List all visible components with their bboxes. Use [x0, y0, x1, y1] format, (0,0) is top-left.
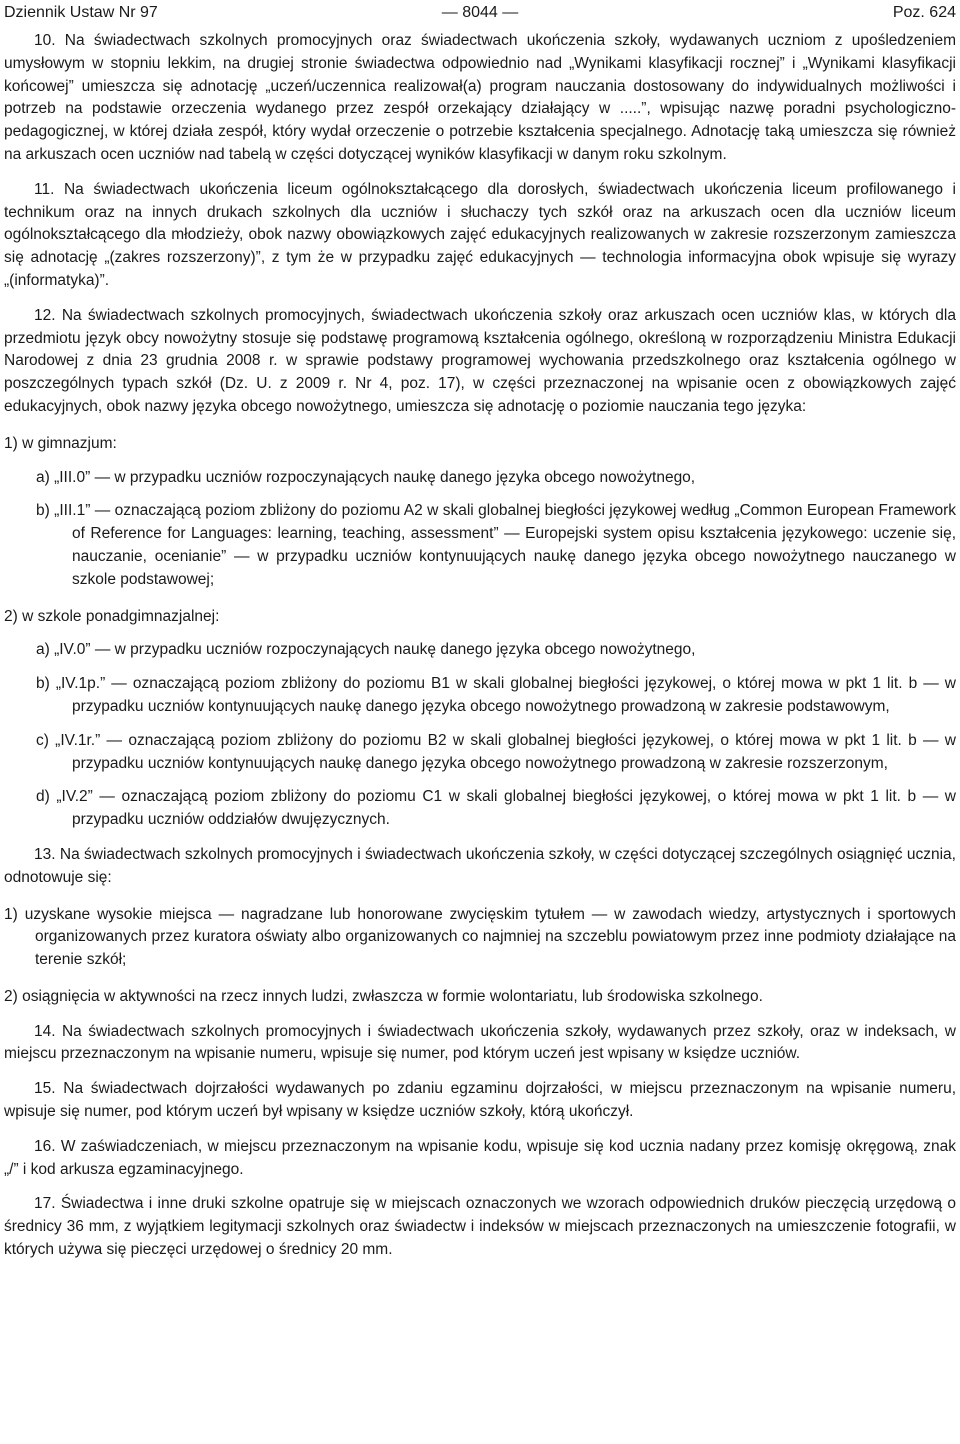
paragraph-13: 13. Na świadectwach szkolnych promocyjnych i świadectwach ukończenia szkoły, w części dotyczącej szczególnych osiągnięć ucznia, odnotowuje się:: [4, 845, 956, 886]
paragraph-12-point-2c: c) „IV.1r.” — oznaczającą poziom zbliżony do poziomu B2 w skali globalnej biegłości językowej, o której mowa w pkt 1 lit. b — w przypadku uczniów kontynuujących naukę danego języka obcego nowożytnego prowadzoną w zakresie rozszerzonym,: [36, 731, 956, 772]
paragraph-14: 14. Na świadectwach szkolnych promocyjnych i świadectwach ukończenia szkoły, wydawanych przez szkoły, oraz w indeksach, w miejscu przeznaczonym na wpisanie numeru, wpisuje się numer, pod którym uczeń jest wpisany w księdze uczniów.: [4, 1022, 956, 1063]
paragraph-10: 10. Na świadectwach szkolnych promocyjnych oraz świadectwach ukończenia szkoły, wydawanych uczniom z upośledzeniem umysłowym w stopniu lekkim, na drugiej stronie świadectwa odpowiednio nad „Wynikami klasyfikacji rocznej” i „Wynikami klasyfikacji końcowej” umieszcza się adnotację „uczeń/uczennica realizował(a) program nauczania dostosowany do indywidualnych możliwości i potrzeb na podstawie orzeczenia wydanego przez zespół orzekający działający w .....”, wpisując nazwę poradni psychologiczno-pedagogicznej, w której działa zespół, który wydał orzeczenie o potrzebie kształcenia specjalnego. Adnotację taką umieszcza się również na arkuszach ocen uczniów nad tabelą w części dotyczącej wyników klasyfikacji w danym roku szkolnym.: [4, 32, 956, 163]
page-header: [4, 0, 956, 30]
paragraph-12-point-2b: b) „IV.1p.” — oznaczającą poziom zbliżony do poziomu B1 w skali globalnej biegłości językowej, o której mowa w pkt 1 lit. b — w przypadku uczniów kontynuujących naukę danego języka obcego nowożytnego prowadzoną w zakresie podstawowym,: [36, 675, 956, 715]
paragraph-15: 15. Na świadectwach dojrzałości wydawanych po zdaniu egzaminu dojrzałości, w miejscu przeznaczonym na wpisanie numeru, wpisuje się numer, pod którym uczeń był wpisany w księdze uczniów szkoły, którą ukończył.: [4, 1080, 956, 1121]
paragraph-12: 12. Na świadectwach szkolnych promocyjnych, świadectwach ukończenia szkoły oraz arkuszach ocen uczniów klas, w których dla przedmiotu język obcy nowożytny stosuje się podstawę programową kształcenia ogólnego, określoną w rozporządzeniu Ministra Edukacji Narodowej z dnia 23 grudnia 2008 r. w sprawie podstawy programowej wychowania przedszkolnego oraz kształcenia ogólnego w poszczególnych typach szkół (Dz. U. z 2009 r. Nr 4, poz. 17), w części przeznaczonej na wpisanie ocen z obowiązkowych zajęć edukacyjnych, obok nazwy języka obcego nowożytnego, umieszcza się adnotację o poziomie nauczania tego języka:: [4, 306, 956, 415]
paragraph-12-point-1a: a) „III.0” — w przypadku uczniów rozpoczynających naukę danego języka obcego nowożytnego,: [36, 468, 696, 486]
position-number: Poz. 624: [892, 4, 956, 21]
paragraph-13-point-1: 1) uzyskane wysokie miejsca — nagradzane lub honorowane zwycięskim tytułem — w zawodach wiedzy, artystycznych i sportowych organizowanych przez kuratora oświaty albo organizowanych co najmniej na szczeblu powiatowym przez inne podmioty działające na terenie szkół;: [4, 905, 956, 969]
document-page: [4, 0, 956, 1262]
page-number: — 8044 —: [441, 4, 519, 21]
paragraph-12-point-2d: d) „IV.2” — oznaczającą poziom zbliżony do poziomu C1 w skali globalnej biegłości językowej, o której mowa w pkt 1 lit. b — w przypadku uczniów oddziałów dwujęzycznych.: [36, 788, 956, 829]
paragraph-12-point-1: 1) w gimnazjum:: [4, 434, 117, 452]
paragraph-12-point-2: 2) w szkole ponadgimnazjalnej:: [4, 607, 220, 625]
paragraph-12-point-2a: a) „IV.0” — w przypadku uczniów rozpoczynających naukę danego języka obcego nowożytnego,: [36, 641, 696, 659]
paragraph-16: 16. W zaświadczeniach, w miejscu przeznaczonym na wpisanie kodu, wpisuje się kod ucznia nadany przez komisję okręgową, znak „/” i kod arkusza egzaminacyjnego.: [4, 1137, 956, 1178]
paragraph-17: 17. Świadectwa i inne druki szkolne opatruje się w miejscach oznaczonych we wzorach odpowiednich druków pieczęcią urzędową o średnicy 36 mm, z wyjątkiem legitymacji szkolnych oraz świadectw i indeksów w miejscach przeznaczonych na umieszczenie fotografii, w których używa się pieczęci urzędowej o średnicy 20 mm.: [4, 1195, 956, 1259]
journal-title: Dziennik Ustaw Nr 97: [4, 4, 158, 21]
paragraph-12-point-1b: b) „III.1” — oznaczającą poziom zbliżony do poziomu A2 w skali globalnej biegłości językowej według „Common European Framework of Reference for Languages: learning, teaching, assessment” — Europejski system opisu kształcenia językowego: uczenie się, nauczanie, ocenianie” — w przypadku uczniów kontynuujących naukę danego języka obcego nowożytnego nauczanego w szkole podstawowej;: [36, 502, 956, 588]
paragraph-11: 11. Na świadectwach ukończenia liceum ogólnokształcącego dla dorosłych, świadectwach ukończenia liceum profilowanego i technikum oraz na innych drukach szkolnych dla uczniów i słuchaczy tych szkół oraz na arkuszach ocen dla uczniów liceum ogólnokształcącego dla młodzieży, obok nazwy obowiązkowych zajęć edukacyjnych realizowanych w zakresie rozszerzonym zamieszcza się adnotację „(zakres rozszerzony)”, z tym że w przypadku zajęć edukacyjnych — technologia informacyjna obok wpisuje się wyrazy „(informatyka)”.: [4, 180, 956, 289]
paragraph-13-point-2: 2) osiągnięcia w aktywności na rzecz innych ludzi, zwłaszcza w formie wolontariatu, lub środowiska szkolnego.: [4, 987, 763, 1005]
